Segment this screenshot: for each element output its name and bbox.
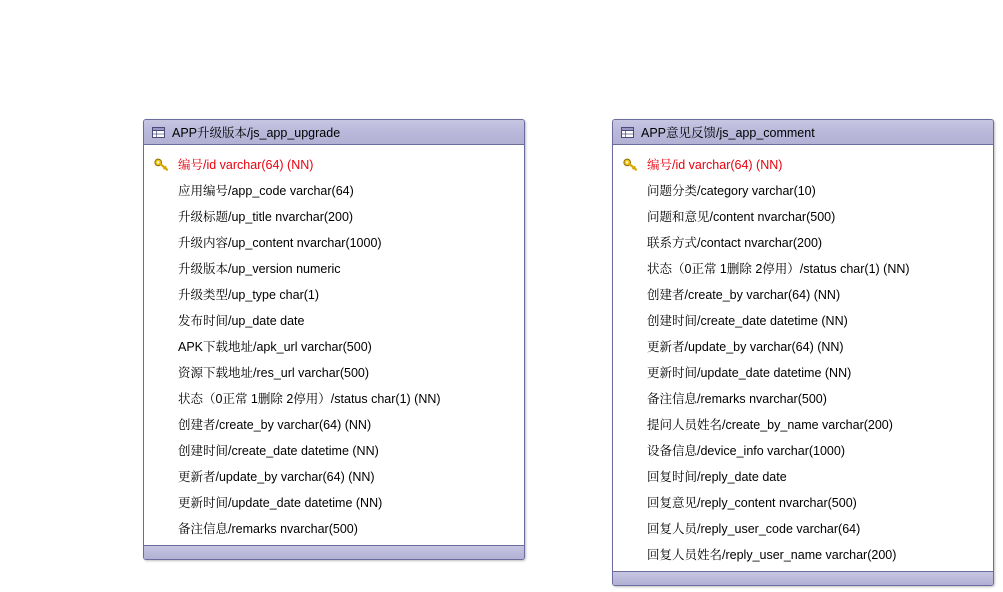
attribute-label: 状态（0正常 1删除 2停用）/status char(1) (NN) — [178, 392, 441, 406]
attribute-label: 更新时间/update_date datetime (NN) — [178, 496, 383, 510]
attribute-label: 创建者/create_by varchar(64) (NN) — [647, 288, 841, 302]
attribute-label: 问题和意见/content nvarchar(500) — [647, 210, 836, 224]
attribute-row[interactable] — [144, 489, 524, 515]
entity-table[interactable] — [143, 119, 525, 560]
attribute-row[interactable] — [613, 437, 993, 463]
attribute-row[interactable] — [613, 385, 993, 411]
attribute-row[interactable] — [613, 489, 993, 515]
entity-title: APP意见反馈/js_app_comment — [641, 126, 815, 140]
attribute-label: 回复人员姓名/reply_user_name varchar(200) — [647, 548, 897, 562]
attribute-row[interactable] — [144, 203, 524, 229]
attribute-row[interactable] — [613, 515, 993, 541]
attribute-row[interactable] — [144, 359, 524, 385]
attribute-label: 创建时间/create_date datetime (NN) — [647, 314, 848, 328]
attribute-row[interactable] — [144, 151, 524, 177]
attribute-row[interactable] — [613, 541, 993, 567]
attribute-label: 更新者/update_by varchar(64) (NN) — [178, 470, 375, 484]
attribute-row[interactable] — [144, 515, 524, 541]
attribute-label: 创建者/create_by varchar(64) (NN) — [178, 418, 372, 432]
attribute-label: 编号/id varchar(64) (NN) — [647, 158, 783, 172]
attribute-label: 提问人员姓名/create_by_name varchar(200) — [647, 418, 893, 432]
attribute-label: 备注信息/remarks nvarchar(500) — [178, 522, 358, 536]
attribute-label: 回复意见/reply_content nvarchar(500) — [647, 496, 857, 510]
attribute-row[interactable] — [144, 229, 524, 255]
attribute-row[interactable] — [144, 385, 524, 411]
entity-header[interactable] — [144, 120, 524, 145]
attribute-row[interactable] — [144, 255, 524, 281]
attribute-row[interactable] — [144, 411, 524, 437]
attribute-row[interactable] — [613, 151, 993, 177]
attribute-label: 升级标题/up_title nvarchar(200) — [178, 210, 354, 224]
attribute-row[interactable] — [613, 411, 993, 437]
attribute-row[interactable] — [613, 281, 993, 307]
attribute-label: 联系方式/contact nvarchar(200) — [647, 236, 823, 250]
attribute-label: 回复时间/reply_date date — [647, 470, 787, 484]
entity-title: APP升级版本/js_app_upgrade — [172, 126, 341, 140]
attribute-label: 升级内容/up_content nvarchar(1000) — [178, 236, 382, 250]
attribute-row[interactable] — [613, 203, 993, 229]
primary-key-icon — [623, 158, 647, 171]
entity-footer — [613, 571, 993, 585]
attribute-label: 设备信息/device_info varchar(1000) — [647, 444, 845, 458]
attribute-row[interactable] — [144, 333, 524, 359]
attribute-row[interactable] — [144, 281, 524, 307]
attribute-label: 备注信息/remarks nvarchar(500) — [647, 392, 827, 406]
attribute-label: 更新者/update_by varchar(64) (NN) — [647, 340, 844, 354]
attribute-label: 升级类型/up_type char(1) — [178, 288, 320, 302]
attribute-label: 发布时间/up_date date — [178, 314, 305, 328]
entity-attribute-list — [144, 145, 524, 545]
attribute-label: 应用编号/app_code varchar(64) — [178, 184, 354, 198]
attribute-row[interactable] — [144, 177, 524, 203]
attribute-label: APK下载地址/apk_url varchar(500) — [178, 340, 372, 354]
attribute-row[interactable] — [144, 437, 524, 463]
attribute-label: 创建时间/create_date datetime (NN) — [178, 444, 379, 458]
attribute-row[interactable] — [144, 307, 524, 333]
attribute-row[interactable] — [613, 333, 993, 359]
attribute-row[interactable] — [613, 307, 993, 333]
attribute-row[interactable] — [613, 463, 993, 489]
entity-header[interactable] — [613, 120, 993, 145]
attribute-label: 资源下载地址/res_url varchar(500) — [178, 366, 370, 380]
attribute-row[interactable] — [613, 359, 993, 385]
entity-footer — [144, 545, 524, 559]
attribute-row[interactable] — [613, 177, 993, 203]
attribute-row[interactable] — [613, 229, 993, 255]
attribute-row[interactable] — [144, 463, 524, 489]
attribute-label: 回复人员/reply_user_code varchar(64) — [647, 522, 861, 536]
attribute-label: 升级版本/up_version numeric — [178, 262, 341, 276]
primary-key-icon — [154, 158, 178, 171]
attribute-row[interactable] — [613, 255, 993, 281]
entity-table[interactable] — [612, 119, 994, 586]
attribute-label: 状态（0正常 1删除 2停用）/status char(1) (NN) — [647, 262, 910, 276]
attribute-label: 问题分类/category varchar(10) — [647, 184, 816, 198]
entity-attribute-list — [613, 145, 993, 571]
attribute-label: 更新时间/update_date datetime (NN) — [647, 366, 852, 380]
attribute-label: 编号/id varchar(64) (NN) — [178, 158, 314, 172]
